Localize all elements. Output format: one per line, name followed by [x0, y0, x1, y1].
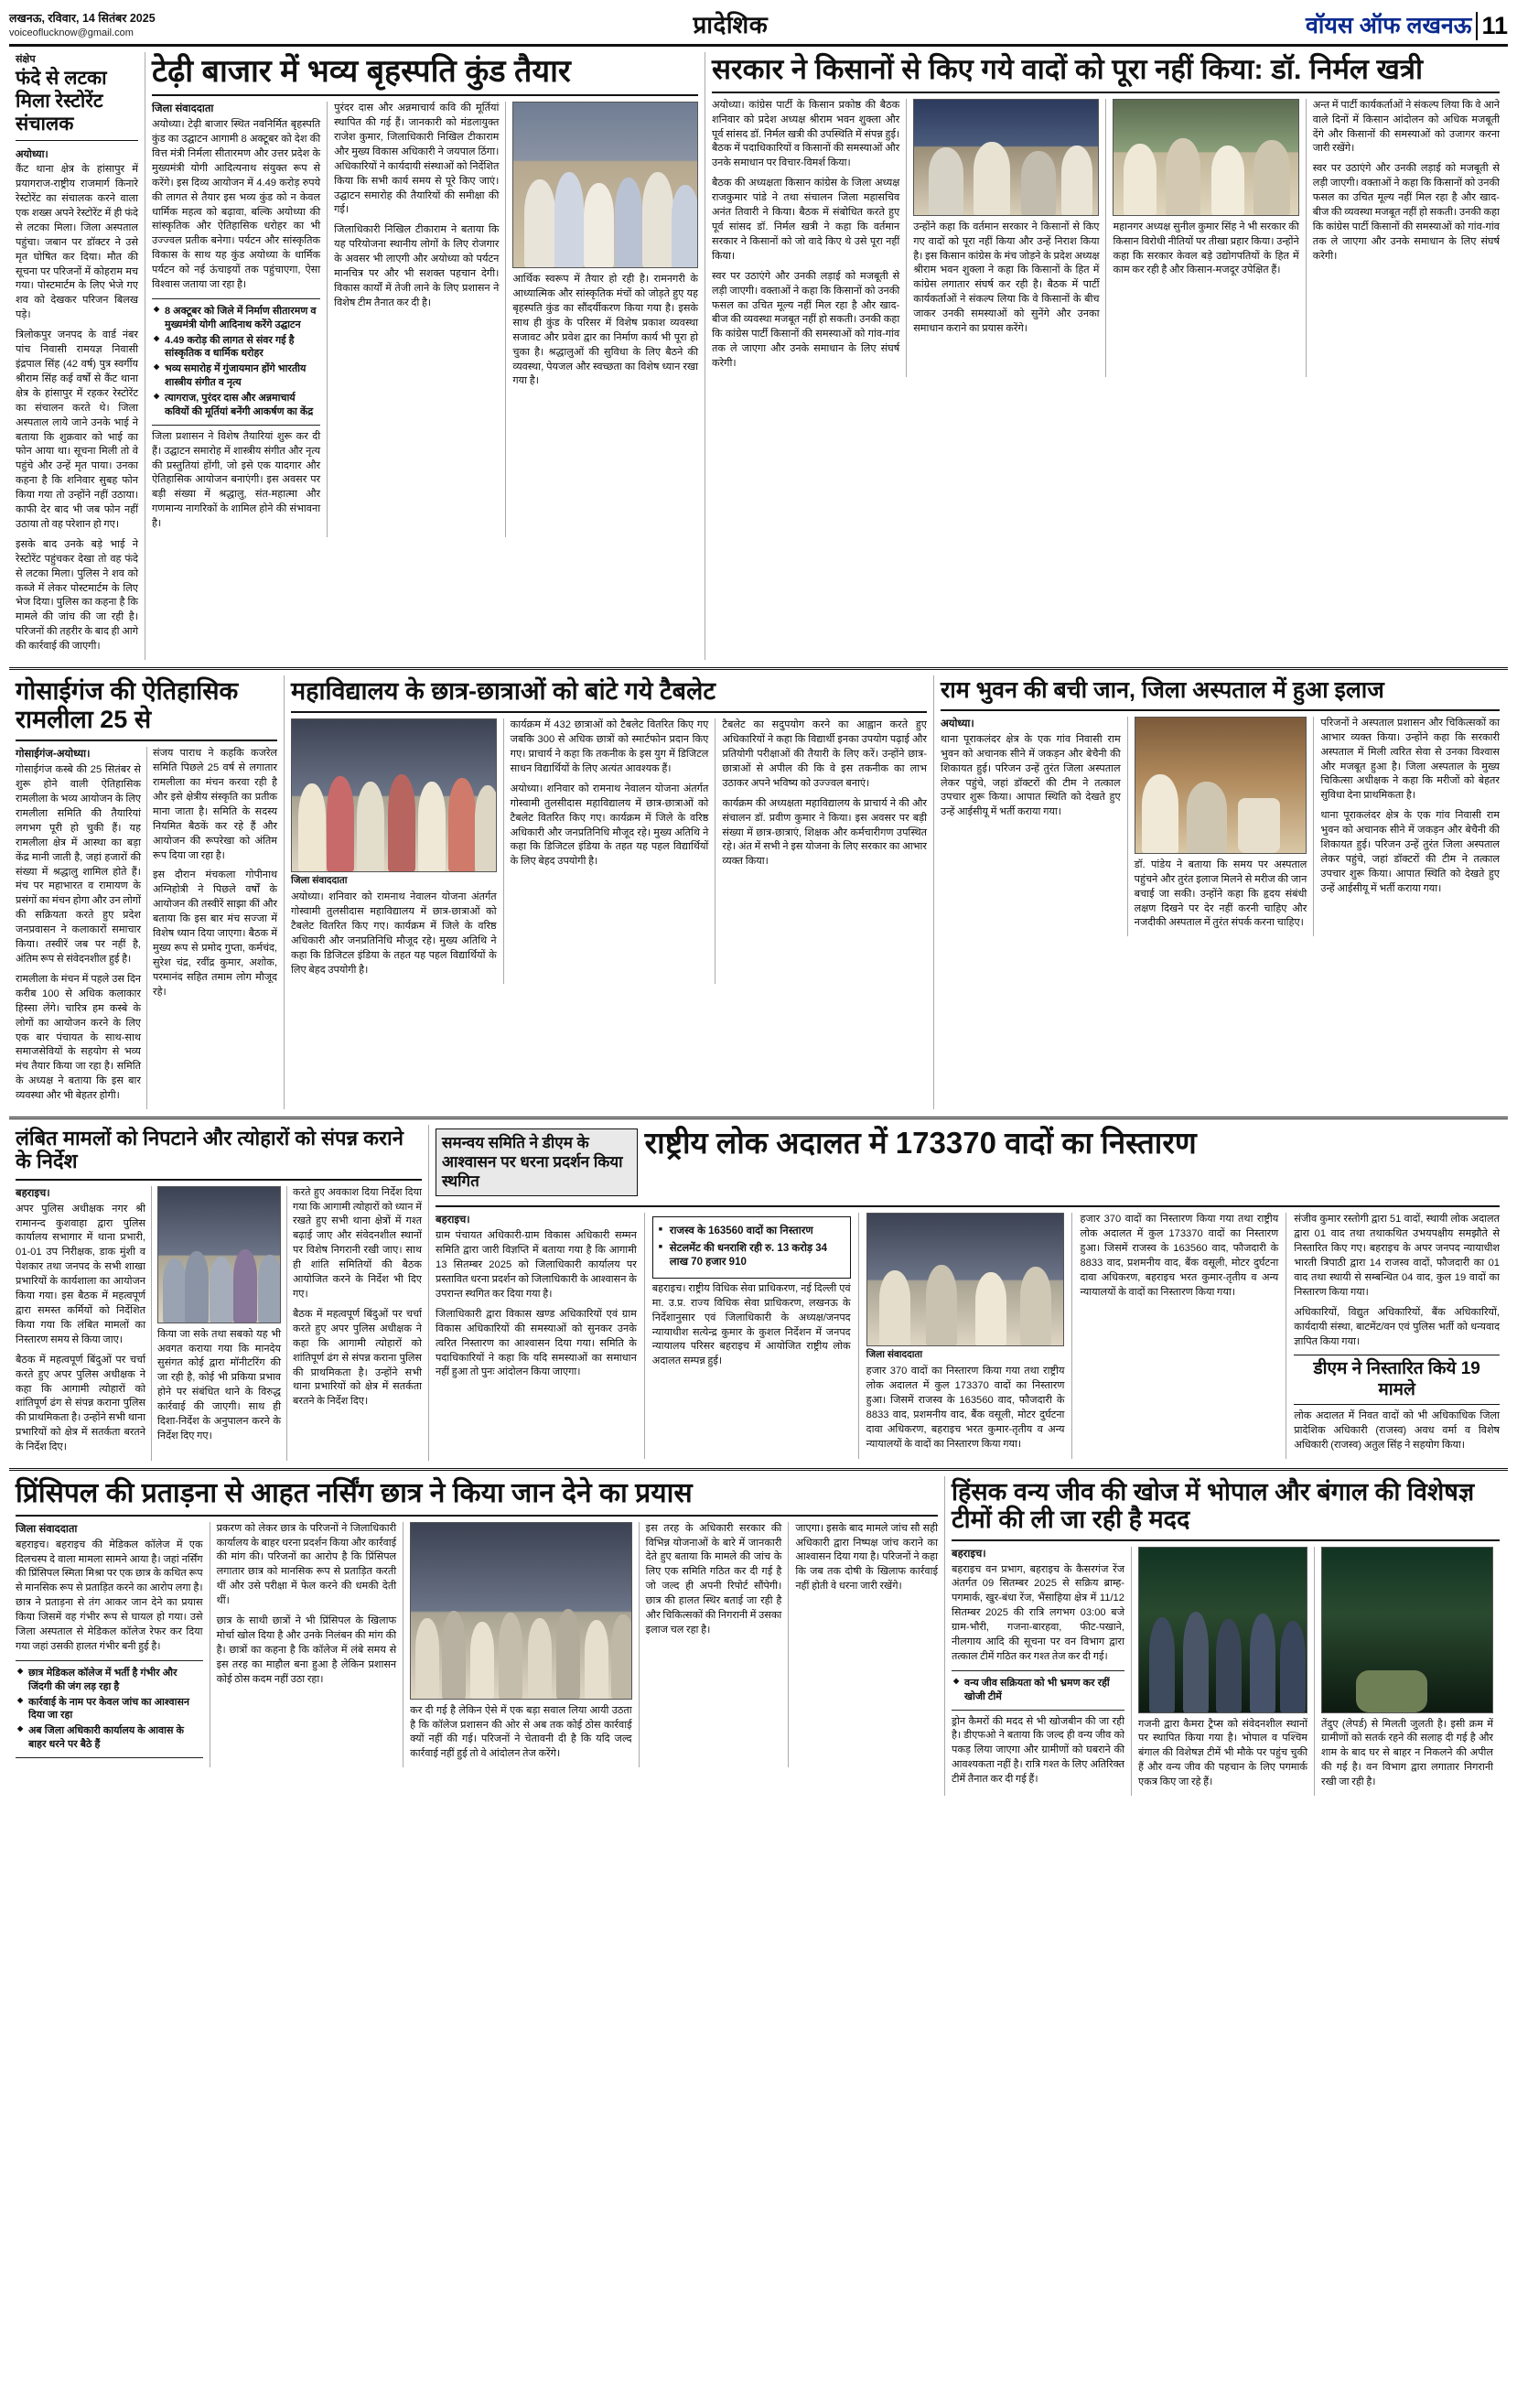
nursing-photo	[410, 1522, 631, 1700]
teedhi-photo	[512, 102, 698, 268]
kisan-photo-1	[913, 99, 1099, 216]
ramlila-para-3: इस दौरान मंचकला गोपीनाथ अग्निहोत्री ने पिछले वर्षों के आयोजन की तस्वीरें साझा कीं और बताया कि इस बार मंच सज्जा में विशेष ध्यान दिया जाएगा। बैठक में मुख्य रूप से प्रमोद गुप्ता, कर्मचंद, सुरेश चंद्र, रवींद्र कुमार, अशोक, परमानंद सहित तमाम लोग मौजूद रहे।	[153, 869, 277, 998]
nursing-para-5: जाएगा। इसके बाद मामले जांच सौ सही अधिकारी द्वारा निष्पक्ष जांच कराने का आश्वासन दिया गया है। परिजनों ने कहा कि जब तक दोषी के खिलाफ कार्रवाई नहीं होती वे धरना जारी रखेंगे।	[795, 1522, 938, 1593]
lokadalat-para-1b: हजार 370 वादों का निस्तारण किया गया तथा राष्ट्रीय लोक अदालत में कुल 173370 वादों का निस्तारण हुआ। जिसमें राजस्व के 163560 वाद, फौजदारी के 8833 वाद, प्रशमनीय वाद, बैंक वसूली, मोटर दुर्घटना दावा अधिकरण, बहराइच भरत कुमार-तृतीय व अन्य न्यायालयों के वादों का निस्तारण किया गया।	[1080, 1214, 1279, 1298]
lambit-headline: लंबित मामलों को निपटाने और त्योहारों को संपन्न कराने के निर्देश	[16, 1127, 403, 1173]
ramlila-byline: गोसाईगंज-अयोध्या।	[16, 749, 91, 761]
article-hotel	[9, 52, 145, 660]
lokadalat-stats-box	[652, 1216, 851, 1279]
kisan-para-4: महानगर अध्यक्ष सुनील कुमार सिंह ने भी सरकार की किसान विरोधी नीतियों पर तीखा प्रहार किया। उन्होंने कहा कि सरकार केवल बड़े उद्योगपतियों के हित में काम कर रही है और किसान-मजदूर उपेक्षित हैं।	[1113, 221, 1299, 276]
tablet-para-0: अयोध्या। शनिवार को रामनाथ नेवालन योजना अंतर्गत गोस्वामी तुलसीदास महाविद्यालय में छात्र-छात्राओं को टैबलेट वितरित किए गए। कार्यक्रम में जिले के वरिष्ठ अधिकारी और जनप्रतिनिधि मौजूद रहे। मुख्य अतिथि ने कहा कि डिजिटल इंडिया के तहत यह पहल विद्यार्थियों के लिए बेहद उपयोगी है।	[291, 891, 497, 976]
nursing-byline: जिला संवाददाता	[16, 1523, 78, 1535]
teedhi-para-2: आर्थिक स्वरूप में तैयार हो रही है। रामनगरी के आध्यात्मिक और सांस्कृतिक मंचों को जोड़ते हुए यह बृहस्पति कुंड का सौंदर्यीकरण किया गया है। इसके साथ ही कुंड के परिसर में विशेष प्रकाश व्यवस्था सजावट और प्रवेश द्वार का निर्माण कार्य भी पूरा हो चुका है। श्रद्धालुओं की सुविधा के लिए बैठने की व्यवस्था, पेयजल और स्वच्छता का विशेष ध्यान रखा गया है।	[512, 274, 698, 387]
rambhuvan-para-1: डॉ. पांडेय ने बताया कि समय पर अस्पताल पहुंचने और तुरंत इलाज मिलने से मरीज की जान बचाई जा सकी। उन्होंने कहा कि हृदय संबंधी लक्षण दिखने पर देर नहीं करनी चाहिए और नजदीकी अस्पताल में तुरंत संपर्क करना चाहिए।	[1134, 858, 1307, 929]
ramlila-para-0: गोसाईगंज कस्बे की 25 सितंबर से शुरू होने वाली ऐतिहासिक रामलीला के भव्य आयोजन के लिए रामलीला समिति की तैयारियां लगभग पूरी हो चुकी हैं। यह रामलीला क्षेत्र में आस्था का बड़ा केंद्र मानी जाती है, जहां हजारों की संख्या में श्रद्धालु शामिल होते हैं। मंच पर महाभारत व रामायण के प्रसंगों का मंचन होगा और उन लोगों की सक्रियता करते हुए प्रदेश जनप्रवासन ने कलाकारों समाचार किया। तस्वीरें जब पर नहीं है, अंतिम रूप से संवेदनशील हुई है।	[16, 764, 141, 965]
rambhuvan-photo	[1135, 717, 1307, 854]
lokadalat-para-3: अधिकारियों, विद्युत अधिकारियों, बैंक अधिकारियों, कार्यदायी संस्था, बाटमेंट/वन एवं पुलिस भर्ती को धन्यवाद ज्ञापित किया गया।	[1294, 1306, 1501, 1347]
samanvay-para-1: जिलाधिकारी द्वारा विकास खण्ड अधिकारियों एवं ग्राम विकास अधिकारियों की समस्याओं को सुनकर उनके त्वरित निस्तारण का आश्वासन दिया गया। समिति के पदाधिकारियों ने कहा कि यदि समस्याओं का समाधान नहीं हुआ तो पुनः आंदोलन किया जाएगा।	[436, 1308, 637, 1378]
article-lokadalat-block	[428, 1125, 1506, 1461]
page-number: 11	[1476, 12, 1508, 40]
nursing-para-1: प्रकरण को लेकर छात्र के परिजनों ने जिलाधिकारी कार्यालय के बाहर धरना प्रदर्शन किया और कार्रवाई की मांग की। परिजनों का आरोप है कि प्रिंसिपल लगातार छात्र को मानसिक रूप से प्रताड़ित करती थीं और उसे परीक्षा में फेल करने की धमकी देती थीं।	[216, 1522, 397, 1607]
ramlila-para-1: रामलीला के मंचन में पहले उस दिन करीब 100 से अधिक कलाकार हिस्सा लेंगे। चारित्र हम कस्बे के लोगों का आयोजन करने के लिए एक बार पंचायत के साथ-साथ समाजसेवियों के सहयोग से भव्य मंच तैयार किया जा रहा है। समिति के अध्यक्ष ने बताया कि इस बार व्यवस्था और भी बेहतर होगी।	[16, 973, 141, 1102]
wildlife-para-0: बहराइच वन प्रभाग, बहराइच के कैसरगंज रेंज अंतर्गत 09 सितम्बर 2025 से सक्रिय ब्राम्ह-पगमार्क, खुर-बंधा रेंज, भैंसाहिया क्षेत्र में 11/12 सितम्बर 2025 की रात्रि लगभग 03:00 बजे ग्राम-भौरी, गजना-बारहवा, फीट-पखाने, नीलगाय आदि की सूचना पर वन विभाग द्वारा तत्काल टीमें गठित कर गश्त तेज कर दी गई।	[952, 1563, 1124, 1662]
samanvay-headline: समन्वय समिति ने डीएम के आश्वासन पर धरना प्रदर्शन किया स्थगित	[442, 1134, 623, 1190]
masthead	[9, 7, 1508, 47]
lokadalat-para-4: लोक अदालत में निवत वादों को भी अधिकाधिक जिला प्रादेशिक अधिकारी (राजस्व) अवध वर्मा व विशेष अधिकारी (राजस्व) अतुल सिंह ने सहयोग किया।	[1294, 1410, 1501, 1452]
nursing-bullets	[16, 1660, 203, 1758]
row-second	[9, 675, 1508, 1109]
wildlife-photo-1	[1138, 1547, 1307, 1713]
tablet-para-1: कार्यक्रम में 432 छात्राओं को टैबलेट वितरित किए गए जबकि 300 से अधिक छात्रों को स्मार्टफोन प्रदान किए गए। प्राचार्य ने कहा कि तकनीक के इस युग में डिजिटल साधन विद्यार्थियों के लिए अत्यंत आवश्यक हैं।	[510, 719, 709, 774]
teedhi-para-3: जिलाधिकारी निखिल टीकाराम ने बताया कि यह परियोजना स्थानीय लोगों के लिए रोजगार के अवसर भी लाएगी और अयोध्या को पर्यटन मानचित्र पर और भी सशक्त पहचान देगी। विकास कार्यों में तेजी लाने के लिए प्रशासन ने विशेष टीम तैनात कर दी है।	[334, 224, 500, 308]
rambhuvan-para-2b: थाना पूराकलंदर क्षेत्र के एक गांव निवासी राम भुवन को अचानक सीने में जकड़न और बेचैनी की शिकायत हुई। परिजन उन्हें तुरंत जिला अस्पताल लेकर पहुंचे, जहां डॉक्टरों की टीम ने तत्काल उपचार शुरू किया। आपात स्थिति को देखते हुए उन्हें आईसीयू में भर्ती कराया गया।	[1320, 810, 1500, 894]
article-nursing	[9, 1476, 944, 1796]
lambit-para-3: करते हुए अवकाश दिया निर्देश दिया गया कि आगामी त्योहारों को ध्यान में रखते हुए सभी थाना क्षेत्रों में गश्त बढ़ाई जाए और संवेदनशील स्थानों पर विशेष निगरानी रखी जाए। साथ ही शांति समितियों की बैठक आयोजित करने के निर्देश भी दिए गए।	[293, 1186, 422, 1300]
tablet-photo	[291, 718, 497, 872]
article-ramlila	[9, 675, 284, 1109]
ramlila-para-2: संजय पाराध ने कहकि कजरेल समिति पिछले 25 वर्ष से लगातार रामलीला का मंचन करवा रही है और इसे क्षेत्रीय संस्कृति का प्रतीक माना जाता है। समिति के सदस्य नियमित बैठकें कर रहे हैं और आयोजन की रूपरेखा को अंतिम रूप दिया जा रहा है।	[153, 748, 277, 861]
nursing-para-3: कर दी गई है लेकिन ऐसे में एक बड़ा सवाल लिया आयी उठता है कि कॉलेज प्रशासन की ओर से अब तक कोई ठोस कार्रवाई क्यों नहीं की गई। परिजनों ने चेतावनी दी है कि यदि जल्द कार्रवाई नहीं हुई तो वे आंदोलन तेज करेंगे।	[410, 1704, 632, 1760]
wildlife-photo-2	[1321, 1547, 1493, 1713]
kisan-para-5b: स्वर पर उठाएंगे और उनकी लड़ाई को मजबूती से लड़ी जाएगी। वक्ताओं ने कहा कि किसानों को उनकी फसल का उचित मूल्य नहीं मिल रहा है और खाद-बीज की व्यवस्था मजबूत नहीं हो सकती। उनकी कहा कि कांग्रेस पार्टी किसानों की समस्याओं को गांव-गांव तक ले जाएगा और उनके समाधान के लिए संघर्ष करेगी।	[1312, 163, 1500, 262]
contact-email: voiceoflucknow@gmail.com	[9, 27, 134, 39]
kisan-para-0: अयोध्या। कांग्रेस पार्टी के किसान प्रकोष्ठ की बैठक शनिवार को प्रदेश अध्यक्ष श्रीराम भवन शुक्ला और पूर्व सांसद डॉ. निर्मल खत्री की उपस्थिति में संपन्न हुई। बैठक में पदाधिकारियों व किसानों की समस्याओं और उनके समाधान पर विचार-विमर्श किया।	[712, 99, 900, 169]
tablet-headline: महाविद्यालय के छात्र-छात्राओं को बांटे गये टैबलेट	[291, 677, 715, 706]
lambit-para-3b: बैठक में महत्वपूर्ण बिंदुओं पर चर्चा करते हुए अपर पुलिस अधीक्षक ने कहा कि आगामी त्योहारों को शांतिपूर्ण ढंग से संपन्न कराना पुलिस की प्राथमिकता है। उन्होंने सभी थाना प्रभारियों को क्षेत्र में सतर्कता बरतने के निर्देश दिए।	[293, 1308, 422, 1408]
nursing-para-4: इस तरह के अधिकारी सरकार की विभिन्न योजनाओं के बारे में जानकारी देते हुए बताया कि मामले की जांच के लिए एक समिति गठित कर दी गई है जो जल्द ही अपनी रिपोर्ट सौंपेगी। छात्र की हालत स्थिर बताई जा रही है और चिकित्सकों की निगरानी में उसका इलाज चल रहा है।	[645, 1522, 782, 1636]
lokadalat-stat-0: ■ राजस्व के 163560 वादों का निस्तारण	[659, 1225, 845, 1239]
rambhuvan-byline: अयोध्या।	[941, 718, 974, 729]
article-rambhuvan	[933, 675, 1506, 1109]
hotel-headline: फंदे से लटका मिला रेस्टोरेंट संचालक	[16, 68, 107, 135]
teedhi-bullet-1: ◆ 4.49 करोड़ की लागत से संवर गई है सांस्कृतिक व धार्मिक धरोहर	[154, 334, 318, 362]
nursing-bullet-1: ◆ कार्रवाई के नाम पर केवल जांच का आश्वासन दिया जा रहा	[17, 1696, 201, 1723]
wildlife-byline: बहराइच।	[952, 1548, 986, 1560]
wildlife-para-2: तेंदुए (लेपर्ड) से मिलती जुलती है। इसी क्रम में ग्रामीणों को सतर्क रहने की सलाह दी गई है और शाम के बाद घर से बाहर न निकलने की अपील की गई है। वन विभाग द्वारा लगातार निगरानी रखी जा रही है।	[1321, 1718, 1493, 1788]
lokadalat-stat-1: ■ सेटलमेंट की धनराशि रही रु. 13 करोड़ 34 लाख 70 हजार 910	[659, 1242, 845, 1270]
lokadalat-sub-headline: डीएम ने निस्तारित किये 19 मामले	[1294, 1355, 1500, 1405]
row-top	[9, 52, 1508, 660]
wildlife-para-3: ड्रोन कैमरों की मदद से भी खोजबीन की जा रही है। डीएफओ ने बताया कि जल्द ही वन्य जीव को पकड़ लिया जाएगा और ग्रामीणों को घबराने की आवश्यकता नहीं है। रात्रि गश्त के लिए अतिरिक्त टीमें तैनात कर दी गई हैं।	[952, 1715, 1124, 1786]
kisan-headline: सरकार ने किसानों से किए गये वादों को पूरा नहीं किया: डॉ. निर्मल खत्री	[712, 53, 1424, 85]
wildlife-para-1: गजनी द्वारा कैमरा ट्रैप्स को संवेदनशील स्थानों पर स्थापित किया गया है। भोपाल व पश्चिम बंगाल की विशेषज्ञ टीमें भी मौके पर पहुंच चुकी हैं और वन्य जीव की पहचान के लिए पगमार्क एकत्र किए जा रहे हैं।	[1138, 1718, 1307, 1788]
hotel-byline: अयोध्या।	[16, 149, 48, 161]
kisan-para-1: बैठक की अध्यक्षता किसान कांग्रेस के जिला अध्यक्ष राजकुमार पांडे ने तथा संचालन जिला महासचिव अनंत तिवारी ने किया। बैठक में संबोधित करते हुए पूर्व सांसद डॉ. निर्मल खत्री ने कहा कि वर्तमान सरकार ने किसानों को जो वादे किए थे उसे पूरा नहीं किया।	[712, 178, 900, 262]
teedhi-para-0: अयोध्या। टेढ़ी बाजार स्थित नवनिर्मित बृहस्पति कुंड का उद्घाटन आगामी 8 अक्टूबर को देश की वित्त मंत्री निर्मला सीतारमण और उत्तर प्रदेश के मुख्यमंत्री योगी आदित्यनाथ संयुक्त रूप से करेंगे। इस दिव्य आयोजन में 4.49 करोड़ रुपये की लागत से तैयार इस भव्य कुंड को न केवल धार्मिक महत्व को बढ़ावा, बल्कि अयोध्या की सांस्कृतिक और ऐतिहासिक धरोहर का भी उज्ज्वल प्रतीक बनेगा। पर्यटन और सांस्कृतिक विकास के साथ यह कुंड अयोध्या के धार्मिक पर्यटन को नई ऊंचाइयों तक पहुंचाएगा, ऐसा विश्वास जताया जा रहा है।	[152, 119, 321, 291]
lambit-para-1: बैठक में महत्वपूर्ण बिंदुओं पर चर्चा करते हुए अपर पुलिस अधीक्षक ने कहा कि आगामी त्योहारों को शांतिपूर्ण ढंग से संपन्न कराना पुलिस की प्राथमिकता है। उन्होंने सभी थाना प्रभारियों को क्षेत्र में सतर्कता बरतने के निर्देश दिए।	[16, 1354, 145, 1453]
teedhi-bullet-0: ◆ 8 अक्टूबर को जिले में निर्माण सीतारमण व मुख्यमंत्री योगी आदिनाथ करेंगे उद्घाटन	[154, 305, 318, 332]
ramlila-headline: गोसाईगंज की ऐतिहासिक रामलीला 25 से	[16, 677, 239, 734]
masthead-right	[1306, 9, 1508, 40]
hotel-para-0: कैंट थाना क्षेत्र के हांसापुर में प्रयागराज-राष्ट्रीय राजमार्ग किनारे रेस्टोरेंट का संचालक करने वाला एक शख्स अपने रेस्टोरेंट में ही फंदे से लटका मिला। जिला अस्पताल पहुंचा। जबान पर डॉक्टर ने उसे मृत घोषित कर दिया। मौत की सूचना पर परिजनों में कोहराम मच गया। पोस्टमार्टम के लिए भेजे गए शव को देखकर परिजन बिलख पड़े।	[16, 164, 138, 321]
rambhuvan-para-0: थाना पूराकलंदर क्षेत्र के एक गांव निवासी राम भुवन को अचानक सीने में जकड़न और बेचैनी की शिकायत हुई। परिजन उन्हें तुरंत जिला अस्पताल लेकर पहुंचे, जहां डॉक्टरों की टीम ने तत्काल उपचार शुरू किया। आपात स्थिति को देखते हुए उन्हें आईसीयू में भर्ती कराया गया।	[941, 733, 1121, 818]
kisan-photo-2	[1113, 99, 1298, 216]
publication-date: लखनऊ, रविवार, 14 सितंबर 2025	[9, 12, 156, 26]
lokadalat-photo	[866, 1213, 1065, 1346]
lokadalat-para-0: बहराइच। राष्ट्रीय विधिक सेवा प्राधिकरण, नई दिल्ली एवं मा. उ.प्र. राज्य विधिक सेवा प्राधिकरण, लखनऊ के निर्देशानुसार एवं जिलाधिकारी के अध्यक्ष/जनपद न्यायाधीश सत्येन्द्र कुमार के कुशल निर्देशन में जनपद न्यायालय परिसर बहराइच में आयोजित राष्ट्रीय लोक अदालत सम्पन्न हुई।	[651, 1282, 851, 1367]
rambhuvan-headline: राम भुवन की बची जान, जिला अस्पताल में हुआ इलाज	[941, 677, 1384, 704]
wildlife-headline: हिंसक वन्य जीव की खोज में भोपाल और बंगाल की विशेषज्ञ टीमों की ली जा रही है मदद	[952, 1478, 1475, 1534]
lambit-photo	[157, 1186, 281, 1323]
teedhi-photo-figures	[513, 103, 697, 267]
tablet-para-1b: अयोध्या। शनिवार को रामनाथ नेवालन योजना अंतर्गत गोस्वामी तुलसीदास महाविद्यालय में छात्र-छात्राओं को टैबलेट वितरित किए गए। कार्यक्रम में जिले के वरिष्ठ अधिकारी और जनप्रतिनिधि मौजूद रहे। मुख्य अतिथि ने कहा कि डिजिटल इंडिया के तहत यह पहल विद्यार्थियों के लिए बेहद उपयोगी है।	[510, 783, 709, 868]
tablet-para-3: कार्यक्रम की अध्यक्षता महाविद्यालय के प्राचार्य ने की और संचालन डॉ. प्रवीण कुमार ने किया। इस अवसर पर बड़ी संख्या में छात्र-छात्राएं, शिक्षक और कर्मचारीगण उपस्थित रहे। अंत में सभी ने इस योजना के लिए सरकार का आभार व्यक्त किया।	[722, 797, 927, 868]
lokadalat-headline: राष्ट्रीय लोक अदालत में 173370 वादों का निस्तारण	[644, 1126, 1197, 1161]
teedhi-bullet-3: ◆ त्यागराज, पुरंदर दास और अन्नमाचार्य कवियों की मूर्तियां बनेंगी आकर्षण का केंद्र	[154, 392, 318, 419]
hotel-para-1: त्रिलोकपुर जनपद के वार्ड नंबर पांच निवासी रामयज्ञ निवासी इंद्रपाल सिंह (42 वर्ष) पुत्र स्वर्गीय श्रीराम सिंह कई वर्षों से कैंट थाना क्षेत्र के हांसापुर में रहकर रेस्टोरेंट का संचालन करते थे। जिला अस्पताल लाये जाने उनके भाई ने बताया कि शुक्रवार को भाई का फोन आया था। सूचना मिली तो वे पहुंचे और उन्हें मृत पाया। उनका कहना है कि शनिवार सुबह फोन किया गया तो उन्होंने नहीं उठाया। काफी देर बाद भी जब फोन नहीं उठाया तो वह परेशान हो गए।	[16, 329, 138, 530]
section-title: प्रादेशिक	[693, 11, 769, 38]
teedhi-para-1: पुरंदर दास और अन्नमाचार्य कवि की मूर्तियां स्थापित की गई हैं। जानकारी को मंडलायुक्त राजेश कुमार, जिलाधिकारी निखिल टीकाराम और मुख्य विकास अधिकारी ने जयपाल ठिंगा। अधिकारियों ने कार्यदायी संस्थाओं को निर्देशित किया कि सभी कार्य समय से पूरे किए जाएं। उद्घाटन समारोह की तैयारियों की समीक्षा की गई।	[334, 103, 500, 216]
hotel-kicker: संक्षेप	[16, 54, 36, 65]
lokadalat-para-2: संजीव कुमार रस्तोगी द्वारा 51 वादों, स्थायी लोक अदालत द्वारा 01 वाद तथा तथाकथित उभयपक्षीय समझौते से निस्तारित किए गए। बहराइच के अपर जनपद न्यायाधीश भारती त्रिपाठी द्वारा 14 राजस्व वादों, फौजदारी का 01 वाद तथा स्थायी से सम्बन्धित 04 वाद, कुल 19 वादों का निस्तारण किया गया।	[1294, 1214, 1501, 1298]
tablet-para-2: टैबलेट का सदुपयोग करने का आह्वान करते हुए अधिकारियों ने कहा कि विद्यार्थी इनका उपयोग पढ़ाई और प्रतियोगी परीक्षाओं की तैयारी के लिए करें। उन्होंने छात्र-छात्राओं से अपील की कि वे इस तकनीक का लाभ उठाकर अपने भविष्य को उज्ज्वल बनाएं।	[722, 719, 927, 789]
teedhi-bullets	[152, 298, 320, 426]
lokadalat-head-wrap	[645, 1125, 1500, 1166]
samanvay-byline: बहराइच।	[436, 1215, 470, 1226]
publication-brand: वॉयस ऑफ लखनऊ	[1306, 13, 1472, 38]
rambhuvan-para-2: परिजनों ने अस्पताल प्रशासन और चिकित्सकों का आभार व्यक्त किया। उन्होंने कहा कि सरकारी अस्पताल में मिली त्वरित सेवा से उनका विश्वास और मजबूत हुआ है। जिला अस्पताल के मुख्य चिकित्सा अधीक्षक ने कहा कि मरीजों को बेहतर सुविधा देना प्राथमिकता है।	[1320, 717, 1500, 802]
row-third	[9, 1125, 1508, 1461]
teedhi-bullet-2: ◆ भव्य समारोह में गुंजायमान होंगे भारतीय शास्त्रीय संगीत व नृत्य	[154, 362, 318, 390]
article-samanvay	[436, 1125, 645, 1200]
teedhi-para-4: जिला प्रशासन ने विशेष तैयारियां शुरू कर दी हैं। उद्घाटन समारोह में शास्त्रीय संगीत और नृत्य की प्रस्तुतियां होंगी, जो इसे एक यादगार और ऐतिहासिक आयोजन बनाएंगी। इस अवसर पर बड़ी संख्या में श्रद्धालु, संत-महात्मा और गणमान्य नागरिकों के शामिल होने की संभावना है।	[152, 430, 321, 530]
article-kisan	[705, 52, 1506, 660]
nursing-para-2: छात्र के साथी छात्रों ने भी प्रिंसिपल के खिलाफ मोर्चा खोल दिया है और उनके निलंबन की मांग की है। छात्रों का कहना है कि कॉलेज में लंबे समय से इस तरह का माहौल बना हुआ है लेकिन प्रशासन कोई ठोस कदम नहीं उठा रहा।	[216, 1615, 397, 1685]
samanvay-headline-box	[436, 1128, 638, 1196]
wildlife-bullets	[952, 1670, 1124, 1711]
lambit-para-0: अपर पुलिस अधीक्षक नगर श्री रामानन्द कुशवाहा द्वारा पुलिस कार्यालय सभागार में थाना प्रभारी, 01-01 उप निरीक्षक, डाक मुंशी व पेशकार तथा जनपद के सभी शाखा प्रभारियों के कार्यशाला का आयोजन किया गया। इस बैठक में महत्वपूर्ण द्वारा समस्त कर्मियों को निर्देशित किया गया कि लंबित मामलों का निस्तारण समय से किया जाए।	[16, 1203, 145, 1345]
kisan-para-2: स्वर पर उठाएंगे और उनकी लड़ाई को मजबूती से लड़ी जाएगी। वक्ताओं ने कहा कि किसानों को उनकी फसल का उचित मूल्य नहीं मिल रहा है और खाद-बीज की व्यवस्था मजबूत नहीं हो सकती। उनकी कहा कि कांग्रेस पार्टी किसानों की समस्याओं को गांव-गांव तक ले जाएगा और उनके समाधान के लिए संघर्ष करेगी।	[712, 270, 900, 370]
samanvay-para-0: ग्राम पंचायत अधिकारी-ग्राम विकास अधिकारी सम्मन समिति द्वारा जारी विज्ञप्ति में बताया गया है कि आगामी 13 सितम्बर 2025 को जिलाधिकारी कार्यालय पर प्रस्तावित धरना प्रदर्शन को जिलाधिकारी के आश्वासन के उपरान्त स्थगित कर दिया गया है।	[436, 1230, 637, 1300]
lokadalat-para-1: हजार 370 वादों का निस्तारण किया गया तथा राष्ट्रीय लोक अदालत में कुल 173370 वादों का निस्तारण हुआ। जिसमें राजस्व के 163560 वाद, फौजदारी के 8833 वाद, प्रशमनीय वाद, बैंक वसूली, मोटर दुर्घटना दावा अधिकरण, बहराइच भरत कुमार-तृतीय व अन्य न्यायालयों के वादों का निस्तारण किया गया।	[866, 1366, 1065, 1450]
lokadalat-photo-caption: जिला संवाददाता	[866, 1349, 923, 1361]
wildlife-bullet-0: ◆ वन्य जीव सक्रियता को भी भ्रमण कर रहीं खोजी टीमें	[953, 1677, 1123, 1704]
tablet-byline: जिला संवाददाता	[291, 875, 348, 887]
nursing-bullet-0: ◆ छात्र मेडिकल कॉलेज में भर्ती है गंभीर और जिंदगी की जंग लड़ रहा है	[17, 1667, 201, 1694]
nursing-bullet-2: ◆ अब जिला अधिकारी कार्यालय के आवास के बाहर धरने पर बैठे हैं	[17, 1724, 201, 1752]
lambit-para-2: किया जा सके तथा सबको यह भी अवगत कराया गया कि मानदेय सुसंगत कोई द्वारा मॉनीटरिंग की जा रही है, कोई भी प्रकिया प्रभाव होने पर संबंधित थाने के विरुद्ध कार्रवाई की जाएगी। साथ ही दिशा-निर्देश के अनुपालन करने के निर्देश दिए गए।	[157, 1328, 281, 1442]
kisan-para-5: अन्त में पार्टी कार्यकर्ताओं ने संकल्प लिया कि वे आने वाले दिनों में किसान आंदोलन को अधिक मजबूती देंगे और किसानों की समस्याओं को उजागर करना जारी रखेंगे।	[1312, 99, 1500, 155]
teedhi-headline: टेढ़ी बाजार में भव्य बृहस्पति कुंड तैयार	[152, 54, 571, 89]
article-wildlife	[944, 1476, 1506, 1796]
nursing-para-0: बहराइच। बहराइच की मेडिकल कॉलेज में एक दिलचस्प दे वाला मामला सामने आया है। जहां नर्सिंग की प्रिंसिपल स्मिता मिश्रा पर एक छात्र के कथित रूप से मानसिक रूप से प्रताड़ित करने का आरोप लगा है। छात्र ने प्रताड़ना से तंग आकर जान देने का प्रयास किया जिसमें वह गंभीर रूप से घायल हो गया। उसे जिला अस्पताल से मेडिकल कॉलेज रेफर कर दिया गया जहां उसकी हालत गंभीर बनी हुई है।	[16, 1539, 203, 1652]
masthead-left	[9, 11, 156, 40]
article-tablet	[284, 675, 933, 1109]
nursing-headline: प्रिंसिपल की प्रताड़ना से आहत नर्सिंग छात्र ने किया जान देने का प्रयास	[16, 1478, 693, 1509]
lambit-byline: बहराइच।	[16, 1187, 50, 1199]
article-lambit	[9, 1125, 428, 1461]
kisan-para-3: उन्होंने कहा कि वर्तमान सरकार ने किसानों से किए गए वादों को पूरा नहीं किया और उन्हें निराश किया है। इस किसान कांग्रेस के मंच जोड़ने के प्रदेश अध्यक्ष श्रीराम भवन शुक्ला ने कहा कि किसानों के हित में कांग्रेस लगातार संघर्ष कर रही है। बैठक में पार्टी कार्यकर्ताओं ने संकल्प लिया कि वे किसानों के बीच जाकर उनकी समस्याओं को सुनेंगे और उनका समाधान कराने का प्रयास करेंगे।	[913, 221, 1100, 335]
teedhi-byline: जिला संवाददाता	[152, 103, 214, 115]
article-teedhi	[145, 52, 705, 660]
hotel-para-2: इसके बाद उनके बड़े भाई ने रेस्टोरेंट पहुंचकर देखा तो वह फंदे से लटका मिला। पुलिस ने शव को कब्जे में लेकर पोस्टमार्टम के लिए भेज दिया। पुलिस का कहना है कि मामले की जांच की जा रही है। परिजनों की तहरीर के बाद ही आगे की कार्रवाई की जाएगी।	[16, 538, 138, 653]
row-fourth	[9, 1476, 1508, 1796]
